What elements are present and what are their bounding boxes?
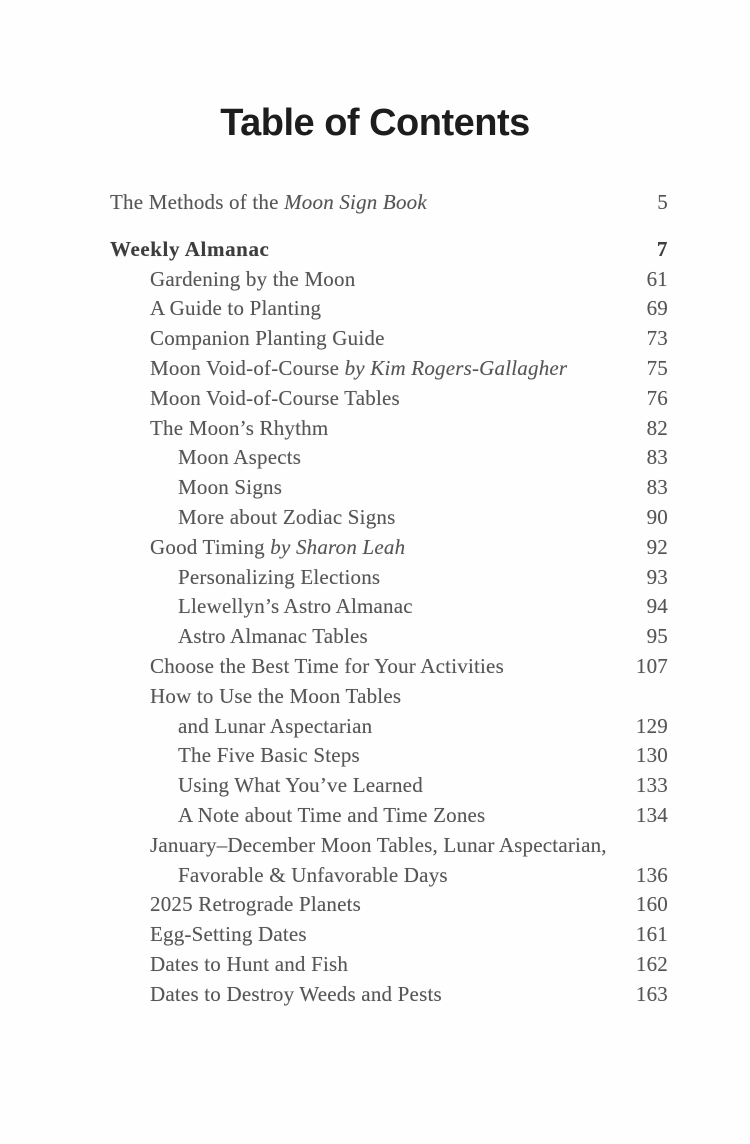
toc-entry-label (110, 950, 348, 980)
toc-entry-label (110, 354, 567, 384)
toc-entry (110, 235, 668, 265)
toc-entry (110, 265, 668, 295)
toc-entry (110, 473, 668, 503)
toc-entry (110, 920, 668, 950)
toc-entry-label (110, 712, 372, 742)
toc-entry-page: 161 (635, 922, 668, 947)
toc-entry-page: 162 (635, 951, 668, 976)
toc-entry-page: 136 (635, 862, 668, 887)
toc-entry-page: 107 (635, 653, 668, 678)
toc-entry (110, 831, 668, 861)
toc-entry-page: 129 (635, 713, 668, 738)
toc-entry-label-text: Choose the Best Time for Your Activities (150, 653, 504, 678)
toc-entry-label-text: Astro Almanac Tables (178, 624, 368, 649)
toc-entry (110, 950, 668, 980)
toc-entry-label-text: Favorable & Unfavorable Days (178, 862, 448, 887)
toc-entry-page: 5 (657, 190, 668, 214)
toc-entry-label-italic: by Sharon Leah (270, 534, 406, 559)
toc-entry (110, 294, 668, 324)
toc-entry-label (110, 652, 504, 682)
toc-entry-label (110, 563, 380, 593)
toc-entry-page: 95 (646, 624, 668, 649)
toc-entry-label (110, 235, 269, 265)
toc-entry-page: 92 (646, 534, 668, 559)
toc-entry (110, 771, 668, 801)
toc-entry (110, 503, 668, 533)
toc-entry-page: 94 (646, 594, 668, 619)
toc-entry-page: 83 (646, 445, 668, 470)
toc-entry (110, 324, 668, 354)
toc-entry-label-text: How to Use the Moon Tables (150, 683, 402, 708)
toc-entry (110, 861, 668, 891)
toc-entry-page: 133 (635, 773, 668, 798)
toc-entry (110, 682, 668, 712)
toc-entry-label-text: More about Zodiac Signs (178, 504, 396, 529)
toc-entry-label (110, 622, 368, 652)
toc-entry-page: 160 (635, 892, 668, 917)
toc-entry-page: 76 (646, 385, 668, 410)
toc-entry (110, 592, 668, 622)
toc-entry-label-text: Moon Void-of-Course (150, 355, 345, 380)
toc-entry-page: 69 (646, 296, 668, 321)
page-title: Table of Contents (220, 102, 530, 144)
toc-entry-label (110, 980, 442, 1010)
toc-entry (110, 533, 668, 563)
toc-entry-label (110, 920, 307, 950)
toc-entry-label (110, 414, 328, 444)
toc-entry-label (110, 890, 361, 920)
toc-entry-page: 83 (646, 475, 668, 500)
toc-entry-label-text: Dates to Destroy Weeds and Pests (150, 981, 442, 1006)
toc-entry-label-text: Companion Planting Guide (150, 326, 385, 351)
toc-entry (110, 443, 668, 473)
toc-entry-page: 93 (646, 564, 668, 589)
toc-entry (110, 801, 668, 831)
toc-entry-label-text: Egg-Setting Dates (150, 922, 307, 947)
toc-entry-label-text: A Guide to Planting (150, 296, 322, 321)
toc-entry-label-italic: by Kim Rogers-Gallagher (344, 355, 568, 380)
toc-entry-label (110, 384, 400, 414)
toc-list (110, 188, 668, 1010)
toc-entry-label-text: Llewellyn’s Astro Almanac (178, 594, 413, 619)
toc-entry (110, 890, 668, 920)
toc-entry-label-text: The Methods of the (110, 190, 285, 214)
toc-entry-label (110, 324, 385, 354)
toc-entry-label (110, 771, 423, 801)
toc-entry-label-text: Personalizing Elections (178, 564, 381, 589)
toc-entry-page: 73 (646, 326, 668, 351)
toc-entry (110, 414, 668, 444)
toc-entry-page: 82 (646, 415, 668, 440)
toc-entry-label (110, 682, 401, 712)
toc-entry-label-text: Moon Void-of-Course Tables (150, 385, 400, 410)
toc-entry-label (110, 265, 355, 295)
toc-entry-label-text: January–December Moon Tables, Lunar Aspectarian, (150, 832, 607, 857)
toc-entry-label (110, 831, 607, 861)
toc-entry-label-text: Using What You’ve Learned (178, 773, 423, 798)
toc-entry-page: 75 (646, 355, 668, 380)
toc-entry-label-text: Gardening by the Moon (150, 266, 356, 291)
toc-entry-page: 61 (646, 266, 668, 291)
toc-entry (110, 980, 668, 1010)
toc-entry-page: 7 (656, 236, 668, 261)
toc-entry-page: 134 (635, 802, 668, 827)
toc-entry-label-text: Weekly Almanac (110, 236, 270, 261)
toc-entry-label-text: Good Timing (150, 534, 271, 559)
toc-entry-label (110, 801, 485, 831)
toc-entry-label (110, 443, 301, 473)
toc-entry (110, 622, 668, 652)
toc-entry (110, 741, 668, 771)
toc-entry-label-text: The Five Basic Steps (178, 743, 360, 768)
toc-entry-label-text: Dates to Hunt and Fish (150, 951, 349, 976)
toc-entry (110, 563, 668, 593)
toc-entry-label (110, 503, 395, 533)
toc-entry-label (110, 294, 321, 324)
toc-entry-label-text: Moon Signs (178, 475, 283, 500)
toc-entry-label (110, 741, 360, 771)
toc-entry-label-text: and Lunar Aspectarian (178, 713, 373, 738)
toc-entry (110, 354, 668, 384)
toc-entry-label (110, 473, 282, 503)
toc-entry (110, 712, 668, 742)
toc-entry (110, 384, 668, 414)
toc-entry-label-text: The Moon’s Rhythm (150, 415, 329, 440)
toc-entry-label-text: A Note about Time and Time Zones (178, 802, 486, 827)
toc-entry-page: 90 (646, 504, 668, 529)
toc-entry-label-text: Moon Aspects (178, 445, 302, 470)
toc-entry-label-italic: Moon Sign Book (284, 190, 427, 214)
toc-entry-label-text: 2025 Retrograde Planets (150, 892, 362, 917)
toc-entry-label (110, 533, 405, 563)
toc-entry (110, 652, 668, 682)
toc-entry-page: 130 (635, 743, 668, 768)
toc-entry-label (110, 861, 448, 891)
toc-entry-label (110, 188, 427, 218)
toc-entry-label (110, 592, 413, 622)
toc-entry (110, 188, 668, 218)
toc-entry-page: 163 (635, 981, 668, 1006)
